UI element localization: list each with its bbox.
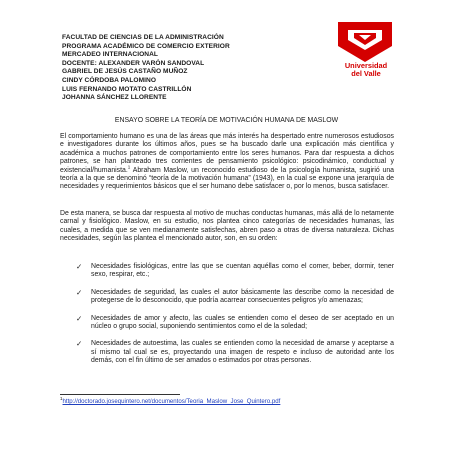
list-item [76,289,394,306]
needs-list [76,263,394,375]
list-item [76,315,394,332]
check-icon: ✓ [76,313,83,323]
essay-title: ENSAYO SOBRE LA TEORÍA DE MOTIVACIÓN HUMANA DE MASLOW [114,117,339,124]
list-item [76,263,394,280]
header-course: MERCADEO INTERNACIONAL [62,51,158,59]
check-icon: ✓ [76,287,83,297]
university-logo-text [333,62,399,78]
need-text-2: Necesidades de seguridad, las cuales el autor básicamente las describe como la necesidad de protegerse de lo desconocido, que podría acarrear consecuentes peligros y/o amenazas; [91,288,394,305]
footnote-divider [60,394,180,395]
footnote [60,395,281,406]
header-teacher: DOCENTE: ALEXANDER VARÓN SANDOVAL [62,59,205,67]
logo-line-2: del Valle [351,69,381,78]
footnote-ref[interactable]: 1 [127,164,131,170]
footnote-number: 1 [60,395,63,401]
paragraph-1-part-b: Abraham Maslow, un reconocido estudioso de la psicología humanista, sugirió una teoría a la que se denominó “teoría de la motivación humana” (1943), en la cual se expone una jerarquía de necesidades y requerimientos básicos que el ser humano debe satisfacer o, por lo menos, busca satisfacer. [60,166,394,191]
need-text-3: Necesidades de amor y afecto, las cuales se entienden como el deseo de ser aceptado en un núcleo o grupo social, suponiendo sentimientos como el de la soledad; [91,314,394,331]
list-item [76,340,394,365]
paragraph-2: De esta manera, se busca dar respuesta al motivo de muchas conductas humanas, más allá de lo netamente carnal y fisiológico. Maslow, en su estudio, nos plantea cinco categorías de necesidades humanas, las cuales, a medida que se ven medianamente satisfechas, abren paso a otras de diversa naturaleza. Dichas necesidades, según las plantea el mencionado autor, son, en su orden: [60,210,394,243]
header-author-3: LUIS FERNANDO MOTATO CASTRILLÓN [62,85,192,93]
header-author-1: GABRIEL DE JESÚS CASTAÑO MUÑOZ [62,68,188,76]
need-text-1: Necesidades fisiológicas, entre las que se cuentan aquéllas como el comer, beber, dormir, tener sexo, respirar, etc.; [91,263,394,279]
check-icon: ✓ [76,262,83,271]
header-block [62,34,322,103]
paragraph-1 [60,133,394,192]
need-text-4: Necesidades de autoestima, las cuales se entienden como la necesidad de amarse y aceptarse a sí mismo tal cual se es, proyectando una imagen de respeto e incluso de autoridad ante los demás, con el fin último de ser amados o estimados por otras personas. [91,340,394,365]
header-faculty: FACULTAD DE CIENCIAS DE LA ADMINISTRACIÓN [62,34,224,41]
paragraph-1-part-a: El comportamiento humano es una de las áreas que más interés ha despertado entre numerosos estudiosos e investigadores durante los últimos años, pues se ha buscado darle una explicación más científica y académica a muchos patrones de comportamiento entre los seres humanos. Para dar respuesta a dichos patrones, se han planteado tres corrientes de pensamiento psicológico: psicodinámico, conductual y existencial/humanista. [60,133,394,174]
footnote-link[interactable]: http://doctorado.josequintero.net/documentos/Teoria_Maslow_Jose_Quintero.pdf [62,398,281,405]
header-author-4: JOHANNA SÁNCHEZ LLORENTE [62,94,167,102]
check-icon: ✓ [76,339,83,349]
logo-line-1: Universidad [344,61,388,70]
header-program: PROGRAMA ACADÉMICO DE COMERCIO EXTERIOR [62,42,230,50]
header-author-2: CINDY CÓRDOBA PALOMINO [62,76,157,84]
